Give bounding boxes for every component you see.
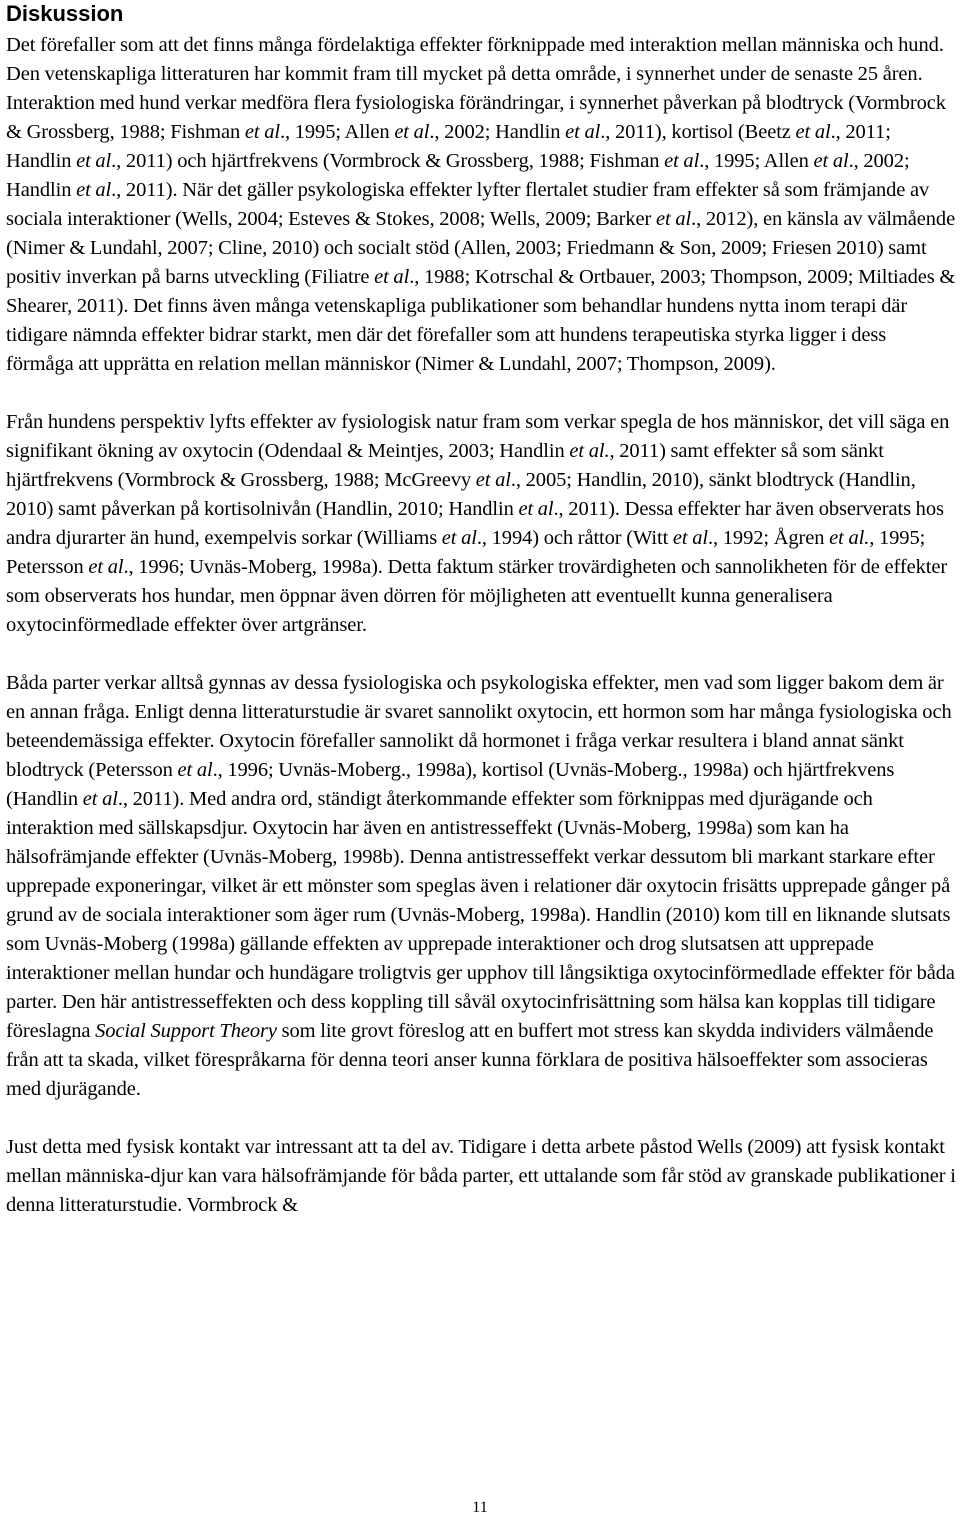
paragraph-4 xyxy=(6,1133,956,1220)
italic-run: et al., xyxy=(569,440,615,462)
text-run: ., 2002; Handlin xyxy=(429,121,566,143)
italic-run: et al xyxy=(76,179,112,201)
italic-run: et al xyxy=(76,150,112,172)
paragraph-1 xyxy=(6,31,956,379)
text-run: ., 2011). Dessa effekter har även observerats hos andra djurarter än hund, exempelvis sorkar (Williams xyxy=(6,498,944,549)
text-run: Från hundens perspektiv lyfts effekter av fysiologisk natur fram som verkar spegla de hos människor, det vill säga en signifikant ökning av oxytocin (Odendaal & Meintjes, 2003; Handlin xyxy=(6,411,950,462)
italic-run: et al xyxy=(394,121,430,143)
text-run: ., 2011). När det gäller psykologiska effekter lyfter flertalet studier fram effekter så som främjande av sociala interaktioner (Wells, 2004; Esteves & Stokes, 2008; Wells, 2009; Barker xyxy=(6,179,930,230)
italic-run: et al xyxy=(88,556,124,578)
italic-run: et al xyxy=(177,759,213,781)
text-run: ., 1992; Ågren xyxy=(708,527,830,549)
italic-run: et al xyxy=(672,527,708,549)
text-run: ., 1996; Uvnäs-Moberg., 1998a), kortisol (Uvnäs-Moberg., 1998a) och hjärtfrekvens (Handlin xyxy=(6,759,895,810)
italic-run: et al xyxy=(374,266,410,288)
text-run: ., 2011). Med andra ord, ständigt återkommande effekter som förknippas med djurägande och interaktion med sällskapsdjur. Oxytocin har även en antistresseffekt (Uvnäs-Moberg, 1998a) som kan ha hälsofrämjande effekter (Uvnäs-Moberg, 1998b). Denna antistresseffekt verkar dessutom bli markant starkare efter upprepade exponeringar, vilket är ett mönster som speglas även i relationer där oxytocin frisätts upprepade gånger på grund av de sociala interaktioner som äger rum (Uvnäs-Moberg, 1998a). Handlin (2010) kom till en liknande slutsats som Uvnäs-Moberg (1998a) gällande effekten av upprepade interaktioner och drog slutsatsen att upprepade interaktioner mellan hundar och hundägare troligtvis ger upphov till långsiktiga oxytocinförmedlade effekter för båda parter. Den här antistresseffekten och dess koppling till såväl oxytocinfrisättning som hälsa kan kopplas till tidigare föreslagna xyxy=(6,788,955,1042)
text-run: ., 2012), en känsla av välmående (Nimer & Lundahl, 2007; Cline, 2010) och socialt stöd (Allen, 2003; Friedmann & Son, 2009; Friesen 2010) samt positiv inverkan på barns utveckling (Filiatre xyxy=(6,208,956,288)
paragraph-3 xyxy=(6,669,956,1104)
text-run: ., 2005; Handlin, 2010), sänkt blodtryck (Handlin, 2010) samt påverkan på kortisolnivån (Handlin, 2010; Handlin xyxy=(6,469,916,520)
italic-run: et al xyxy=(441,527,477,549)
text-run: ., 1994) och råttor (Witt xyxy=(476,527,673,549)
text-run: ., 1996; Uvnäs-Moberg, 1998a). Detta faktum stärker trovärdigheten och sannolikheten för de effekter som observerats hos hundar, men öppnar även dörren för möjligheten att eventuellt kunna generalisera oxytocinförmedlade effekter över artgränser. xyxy=(6,556,948,636)
text-run: ., 2011), kortisol (Beetz xyxy=(600,121,796,143)
text-run: ., 2011) och hjärtfrekvens (Vormbrock & Grossberg, 1988; Fishman xyxy=(111,150,665,172)
text-run: ., 1988; Kotrschal & Ortbauer, 2003; Thompson, 2009; Miltiades & Shearer, 2011). Det finns även många vetenskapliga publikationer som behandlar hundens nytta inom terapi där tidigare nämnda effekter bidrar starkt, men där det förefaller som att hundens terapeutiska styrka ligger i dess förmåga att upprätta en relation mellan människor (Nimer & Lundahl, 2007; Thompson, 2009). xyxy=(6,266,956,375)
page-number: 11 xyxy=(472,1499,488,1516)
italic-run: et al xyxy=(82,788,118,810)
text-run: Det förefaller som att det finns många fördelaktiga effekter förknippade med interaktion mellan människa och hund. Den vetenskapliga litteraturen har kommit fram till mycket på detta område, i synnerhet under de senaste 25 åren. Interaktion med hund verkar medföra flera fysiologiska förändringar, i synnerhet påverkan på blodtryck (Vormbrock & Grossberg, 1988; Fishman xyxy=(6,34,946,143)
paragraph-2 xyxy=(6,408,956,640)
text-run: ., 1995; Allen xyxy=(279,121,395,143)
text-run: 1995; Petersson xyxy=(6,527,926,578)
italic-run: et al xyxy=(518,498,554,520)
italic-run: et al xyxy=(244,121,280,143)
text-run: ., 1995; Allen xyxy=(699,150,814,172)
section-heading: Diskussion xyxy=(6,1,124,26)
italic-run: et al xyxy=(813,150,849,172)
text-run: Båda parter verkar alltså gynnas av dessa fysiologiska och psykologiska effekter, men vad som ligger bakom dem är en annan fråga. Enligt denna litteraturstudie är svaret sannolikt oxytocin, ett hormon som har många fysiologiska och beteendemässiga effekter. Oxytocin förefaller sannolikt då hormonet i fråga verkar resultera i bland annat sänkt blodtryck (Petersson xyxy=(6,672,952,781)
text-run: ., 2002; Handlin xyxy=(6,150,910,201)
italic-run: et al xyxy=(475,469,511,491)
text-run: ., 2011; Handlin xyxy=(6,121,891,172)
text-run: Just detta med fysisk kontakt var intressant att ta del av. Tidigare i detta arbete påstod Wells (2009) att fysisk kontakt mellan människa-djur kan vara hälsofrämjande för båda parter, ett uttalande som får stöd av granskade publikationer i denna litteraturstudie. Vormbrock & xyxy=(6,1136,956,1216)
text-run: som lite grovt föreslog att en buffert mot stress kan skydda individers välmående från att ta skada, vilket förespråkarna för denna teori anser kunna förklara de positiva hälsoeffekter som associeras med djurägande. xyxy=(6,1020,934,1100)
italic-run: et al xyxy=(565,121,601,143)
italic-run: et al xyxy=(795,121,831,143)
italic-run: et al xyxy=(664,150,700,172)
text-run: 2011) samt effekter så som sänkt hjärtfrekvens (Vormbrock & Grossberg, 1988; McGreevy xyxy=(6,440,884,491)
italic-run: et al., xyxy=(829,527,875,549)
italic-run: Social Support Theory xyxy=(95,1020,277,1042)
italic-run: et al xyxy=(656,208,692,230)
